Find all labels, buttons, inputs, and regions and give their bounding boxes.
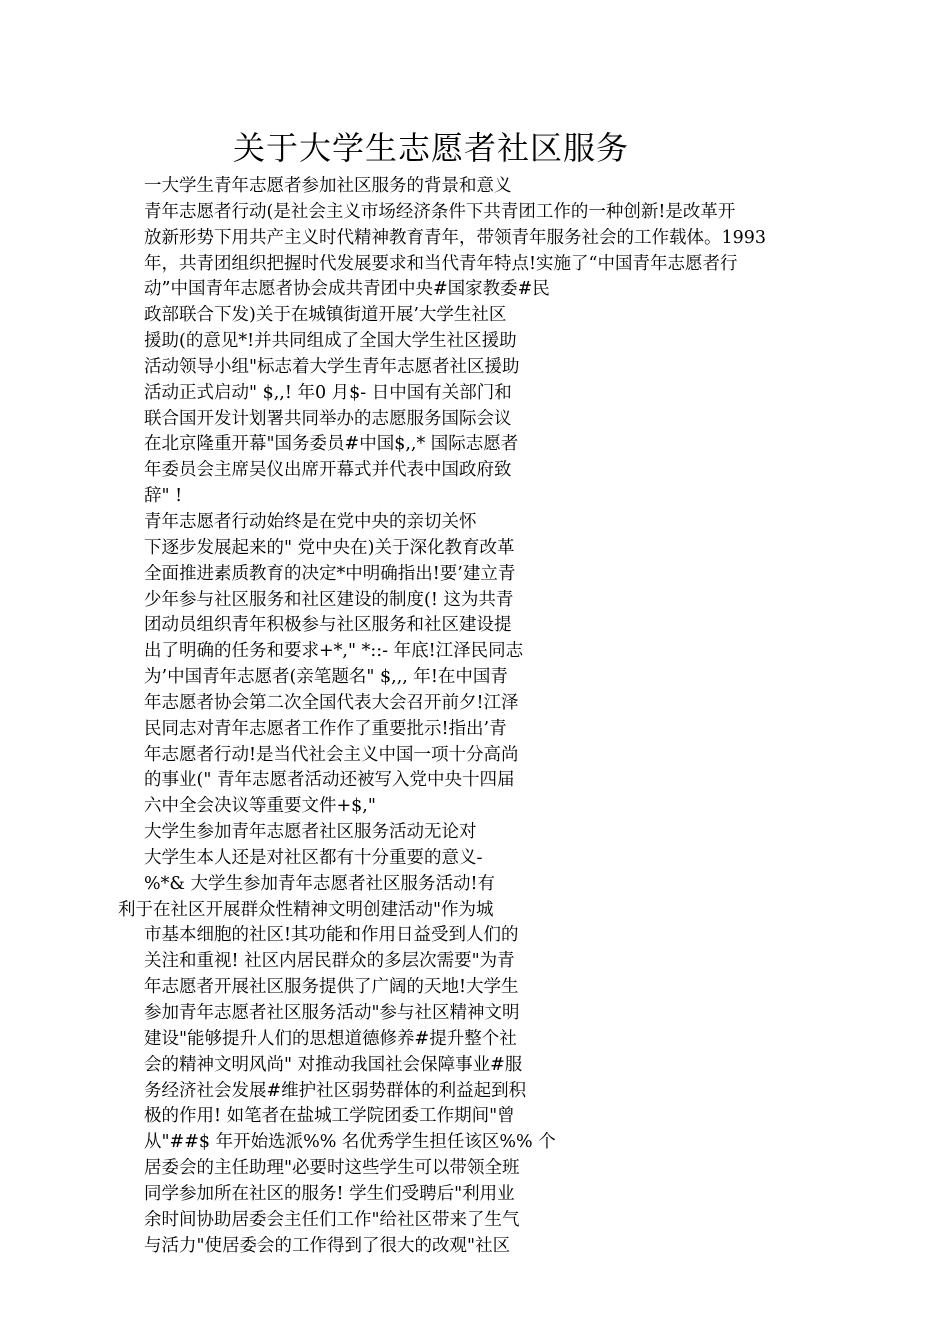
text-line: 与活力"使居委会的工作得到了很大的改观"社区 <box>144 1235 511 1256</box>
text-line: 青年志愿者行动始终是在党中央的亲切关怀 <box>144 511 477 532</box>
text-line: %*& 大学生参加青年志愿者社区服务活动!有 <box>144 873 496 894</box>
text-line: 下逐步发展起来的" 党中央在)关于深化教育改革 <box>144 537 515 558</box>
text-line: 会的精神文明风尚" 对推动我国社会保障事业#服 <box>144 1054 523 1075</box>
text-line: 民同志对青年志愿者工作作了重要批示!指出’青 <box>144 718 507 739</box>
text-line: 六中全会决议等重要文件+$," <box>144 796 376 817</box>
text-line: 全面推进素质教育的决定*中明确指出!要’建立青 <box>144 563 516 584</box>
text-line: 利于在社区开展群众性精神文明创建活动"作为城 <box>118 899 494 920</box>
text-line: 居委会的主任助理"必要时这些学生可以带领全班 <box>144 1158 520 1179</box>
text-line: 大学生本人还是对社区都有十分重要的意义- <box>144 847 483 868</box>
text-line: 活动正式启动" $,,! 年0 月$- 日中国有关部门和 <box>144 382 512 403</box>
text-line: 一大学生青年志愿者参加社区服务的背景和意义 <box>144 176 512 196</box>
text-line: 政部联合下发)关于在城镇街道开展’大学生社区 <box>144 305 507 326</box>
text-line: 放新形势下用共产主义时代精神教育青年，带领青年服务社会的工作载体。1993 <box>144 227 767 248</box>
text-line: 年志愿者协会第二次全国代表大会召开前夕!江泽 <box>144 692 519 713</box>
text-line: 青年志愿者行动(是社会主义市场经济条件下共青团工作的一种创新!是改革开 <box>144 201 736 222</box>
document-body <box>0 174 950 1259</box>
text-line: 动”中国青年志愿者协会成共青团中央#国家教委#民 <box>144 279 550 300</box>
text-line: 的事业(" 青年志愿者活动还被写入党中央十四届 <box>144 770 515 791</box>
text-line: 年志愿者行动!是当代社会主义中国一项十分高尚 <box>144 744 519 765</box>
text-line: 务经济社会发展#维护社区弱势群体的利益起到积 <box>144 1080 527 1101</box>
text-line: 援助(的意见*!并共同组成了全国大学生社区援助 <box>144 331 517 352</box>
text-line: 从"##$ 年开始选派%% 名优秀学生担任该区%% 个 <box>144 1132 556 1153</box>
text-line: 余时间协助居委会主任们工作"给社区带来了生气 <box>144 1209 520 1230</box>
text-line: 年，共青团组织把握时代发展要求和当代青年特点!实施了“中国青年志愿者行 <box>144 253 738 274</box>
text-line: 出了明确的任务和要求+*," *::- 年底!江泽民同志 <box>144 641 524 662</box>
text-line: 参加青年志愿者社区服务活动"参与社区精神文明 <box>144 1003 520 1023</box>
text-line: 年志愿者开展社区服务提供了广阔的天地!大学生 <box>144 977 519 998</box>
text-line: 少年参与社区服务和社区建设的制度(! 这为共青 <box>144 589 514 610</box>
text-line: 活动领导小组"标志着大学生青年志愿者社区援助 <box>144 356 520 377</box>
text-line: 联合国开发计划署共同举办的志愿服务国际会议 <box>144 408 512 429</box>
text-line: 同学参加所在社区的服务! 学生们受聘后"利用业 <box>144 1183 515 1204</box>
text-line: 在北京隆重开幕"国务委员#中国$,,* 国际志愿者 <box>144 434 519 455</box>
text-line: 大学生参加青年志愿者社区服务活动无论对 <box>144 822 477 843</box>
text-line: 关注和重视! 社区内居民群众的多层次需要"为青 <box>144 951 515 972</box>
text-line: 极的作用! 如笔者在盐城工学院团委工作期间"曾 <box>144 1106 515 1127</box>
text-line: 为’中国青年志愿者(亲笔题名" $,,, 年!在中国青 <box>144 667 508 688</box>
text-line: 辞" ! <box>144 486 183 507</box>
document-title: 关于大学生志愿者社区服务 <box>232 129 629 167</box>
text-line: 团动员组织青年积极参与社区服务和社区建设提 <box>144 615 512 636</box>
text-line: 建设"能够提升人们的思想道德修养#提升整个社 <box>144 1028 517 1049</box>
text-line: 年委员会主席吴仪出席开幕式并代表中国政府致 <box>144 460 512 481</box>
text-line: 市基本细胞的社区!其功能和作用日益受到人们的 <box>144 925 519 946</box>
